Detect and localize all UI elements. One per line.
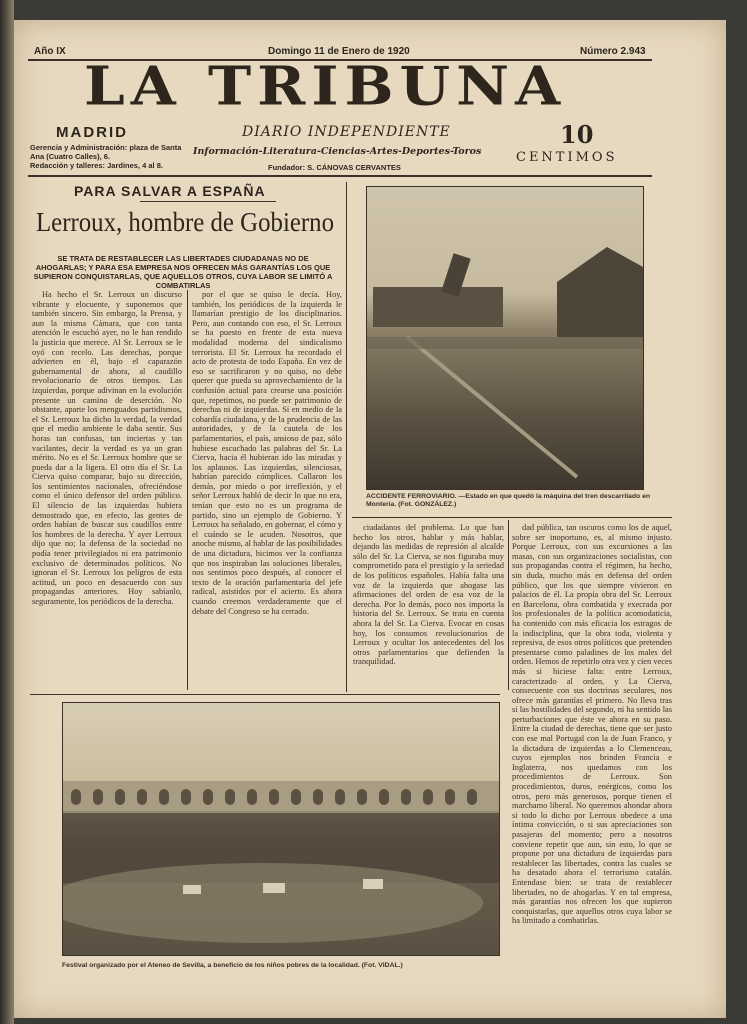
column-rule-1 [346,182,347,692]
train-accident-illustration [367,187,643,489]
article-kicker: PARA SALVAR A ESPAÑA [74,183,266,199]
train-accident-photo [366,186,644,490]
city-label: MADRID [56,124,128,141]
festival-photo-caption: Festival organizado por el Ateneo de Sevilla, a beneficio de los niños pobres de la localidad. (Fot. VIDAL.) [62,962,403,969]
page-spine [0,0,14,1024]
column-rule-2 [187,290,188,690]
masthead-subtitle: DIARIO INDEPENDIENTE [242,124,451,140]
price-value: 10 [560,120,594,149]
issue-date: Domingo 11 de Enero de 1920 [268,46,410,57]
masthead-title: LA TRIBUNA [84,54,567,118]
masthead-tagline: Información-Literatura-Ciencias-Artes-Deportes-Toros [193,146,482,157]
article-headline: Lerroux, hombre de Gobierno [36,207,334,237]
article-column-2: por el que se quiso le decía. Hoy, también, los periódicos de la izquierda le llamarían prestigio de los disciplinarios. Pero, aun contando con eso, el Sr. Lerroux se ha puesto en frente de esta nueva modalidad moderna del sindicalismo terrorista. El Sr. Lerroux ha recordado el acto de protesta de todo España. En vez de eso se sacrificaron y no quiso, no debe querer que pueda su aprovechamiento de la confusión actual para crearse una posición que, repetimos, no puede ser patrimonio de derechas ni de izquierdas. Si en medio de la cobardía ciudadana, y de la prudencia de las autoridades, y de la cautela de los parlamentarios, el país, ansioso de paz, sólo hubiese escuchado las palabras del Sr. La Cierva, hacia él hubieran ido las miradas y los aplausos. Las izquierdas, silenciosas, habrían parecido cómplices. Callaron los demás, por miedo o por irreflexión, y el señor Lerroux habló de decir lo que no era, tenían que esto no es un programa de partido, sino un ejemplo de Gobierno. Y Lerroux ha señalado, en gobernar, el cómo y el cuándo se le acuden. Nosotros, que anoche mismo, al hablar de las posibilidades de una dictadura, hicimos ver la confianza que nos inspiraban las soluciones liberales, nos sentimos poco después, al conocer el texto de la oración parlamentaria del jefe radical, asistidos por el acierto. Es ahora cuando creemos verdaderamente que el debate del Congreso se ha cerrado. [192,290,342,616]
masthead-rule [28,175,652,177]
founder-line: Fundador: S. CÁNOVAS CERVANTES [268,163,401,172]
bullring-illustration [63,703,499,955]
article-column-4: dad pública, tan oscuros como los de aquel, sobre ser inoportuno, es, al mismo injusto. Porque Lerroux, con sus excursiones a las masas, con sus organizaciones socialistas, con sus propagandas contra el régimen, ha hecho, sin duda, mucho más en defensa del orden público, que los que siempre vivieron en palacios de él. La propia obra del Sr. Lerroux en Barcelona, obra combatida y execrada por los profesionales de la política acomodaticia, ha contenido con más eficacia los estragos de la indisciplina, que la obra toda, violenta y represiva, de esos otros políticos que pretenden presentarse como paladines de los males del orden. Hemos de repetirlo otra vez y cien veces más si hiciese falta: entre Lerroux, caracterizado al orden, y La Cierva, consecuente con sus doctrinas seculares, nos ofrece más garantías el primero. No lleva tras sí las hostilidades del segundo, ni ha sentido las perturbaciones que éste ve ahora en su paso. Entre la ciudad de derechas, tiene que ser justo con ese mal Portugal con la de Juan Franco, y la dictadura de izquierdas a lo Clemenceau, cuyos ejemplos nos brinden Francia e Inglaterra, nos quedamos con los procedimientos de Lerroux. Son procedimientos, duros, enérgicos, como los otros, pero más generosos, porque tienen el marchamo liberal. No queremos ahondar ahora si todo lo dicho por Lerroux obedece a una íntima convicción, o si sus apreciaciones son pasajeras del momento; pero a nosotros conviene repetir que aun, sin esto, lo que se propone por una dictadura de izquierdas para restablecer las libertades, contra las cuales se ha desatado ahora el terrorismo catalán. Entendase bien: se trata de restablecer libertades, no de ahogarlas. Y en tal empresa, más garantías nos ofrecen los que supieron conquistarlas, que aquellos otros cuya labor se ha limitado a combatirlas. [512,523,672,926]
article-column-3: ciudadanos del problema. Lo que han hecho los otros, hablar y más hablar, dejando las medidas de represión al alcalde sólo del Sr. La Cierva, se nos figuraba muy comprometido para el prestigio y la seriedad de los políticos españoles. Había falta una voz de la izquierda que ahogase las afirmaciones del orden de esa voz de la derecha. Por lo demás, poco nos importa la historia del Sr. Lerroux. Se trata en cuenta ahora la del Sr. La Cierva. Evocar en cosas hoy, los consumos revolucionarios de Lerroux y ocultar los antecedentes del los otros parlamentarios que defienden la tranquilidad. [353,523,504,667]
train-caption-text: —Estado en que quedó la máquina del tren descarrilado en Monteria. (Fot. GONZÁLEZ.) [366,493,651,508]
kicker-underline [140,201,276,202]
bullring-festival-photo [62,702,500,956]
train-caption-title: ACCIDENTE FERROVIARIO. [366,493,457,500]
article-deck: SE TRATA DE RESTABLECER LAS LIBERTADES CIUDADANAS NO DE AHOGARLAS; Y PARA ESA EMPRESA NOS OFRECEN MÁS GARANTÍAS LOS QUE SUPIERON CONQUISTARLAS, QUE AQUELLOS OTROS, CUYA LABOR SE LIMITÓ A COMBATIRLAS [33,254,333,290]
editorial-address: Redacción y talleres: Jardines, 4 al 8. [30,161,163,170]
issue-year: Año IX [34,46,66,57]
issue-number: Número 2.943 [580,46,646,57]
train-photo-caption [366,493,652,509]
admin-address: Gerencia y Administración: plaza de Santa Ana (Cuatro Calles), 6. [30,143,182,161]
price-unit: CENTIMOS [516,150,618,165]
photo-top-rule [30,694,500,695]
caption-rule [352,517,672,518]
column-rule-3 [508,520,509,690]
article-column-1: Ha hecho el Sr. Lerroux un discurso vibrante y elocuente, y suponemos que también sincero. Sin embargo, la Prensa, y aun la misma Cámara, que con tanta atención le escuchó ayer, no le han rendido la justicia que merece. Al Sr. Lerroux se le oyó con recelo. Las derechas, porque advierten en él, bajo el caparazón gubernamental de ahora, al caudillo revolucionario de otros tiempos. Las izquierdas, porque adivinan en la evolución presente un camino de deserción. No obstante, aparte los menguados partidismos, el Sr. Lerroux ha dicho la verdad, la verdad que el medio ambiente le daba sentir. Sus horas tan confusas, tan inciertas y tan vacilantes, decir la verdad es ya un gran mérito. No es el Sr. Lerroux hombre que se pueda dar a la ligera. El otro día el Sr. La Cierva quiso comparar, bajo su dirección, los sentimientos nacionales, ofreciéndose como el único defensor del orden público. El silencio de las izquierdas hubiera demostrado que, en efecto, las gentes de orden habían de buscar sus caudillos entre los hombres de la derecha. Y ayer Lerroux dijo que no; la defensa de la sociedad no podía tener privilegiados ni era patrimonio exclusivo de determinados políticos. No ignoran el Sr. Lerroux los peligros de esta actitud, un poco en desacuerdo con sus propagandas anteriores. Hoy sabíanlo, seguramente, los periódicos de la derecha. [32,290,182,606]
